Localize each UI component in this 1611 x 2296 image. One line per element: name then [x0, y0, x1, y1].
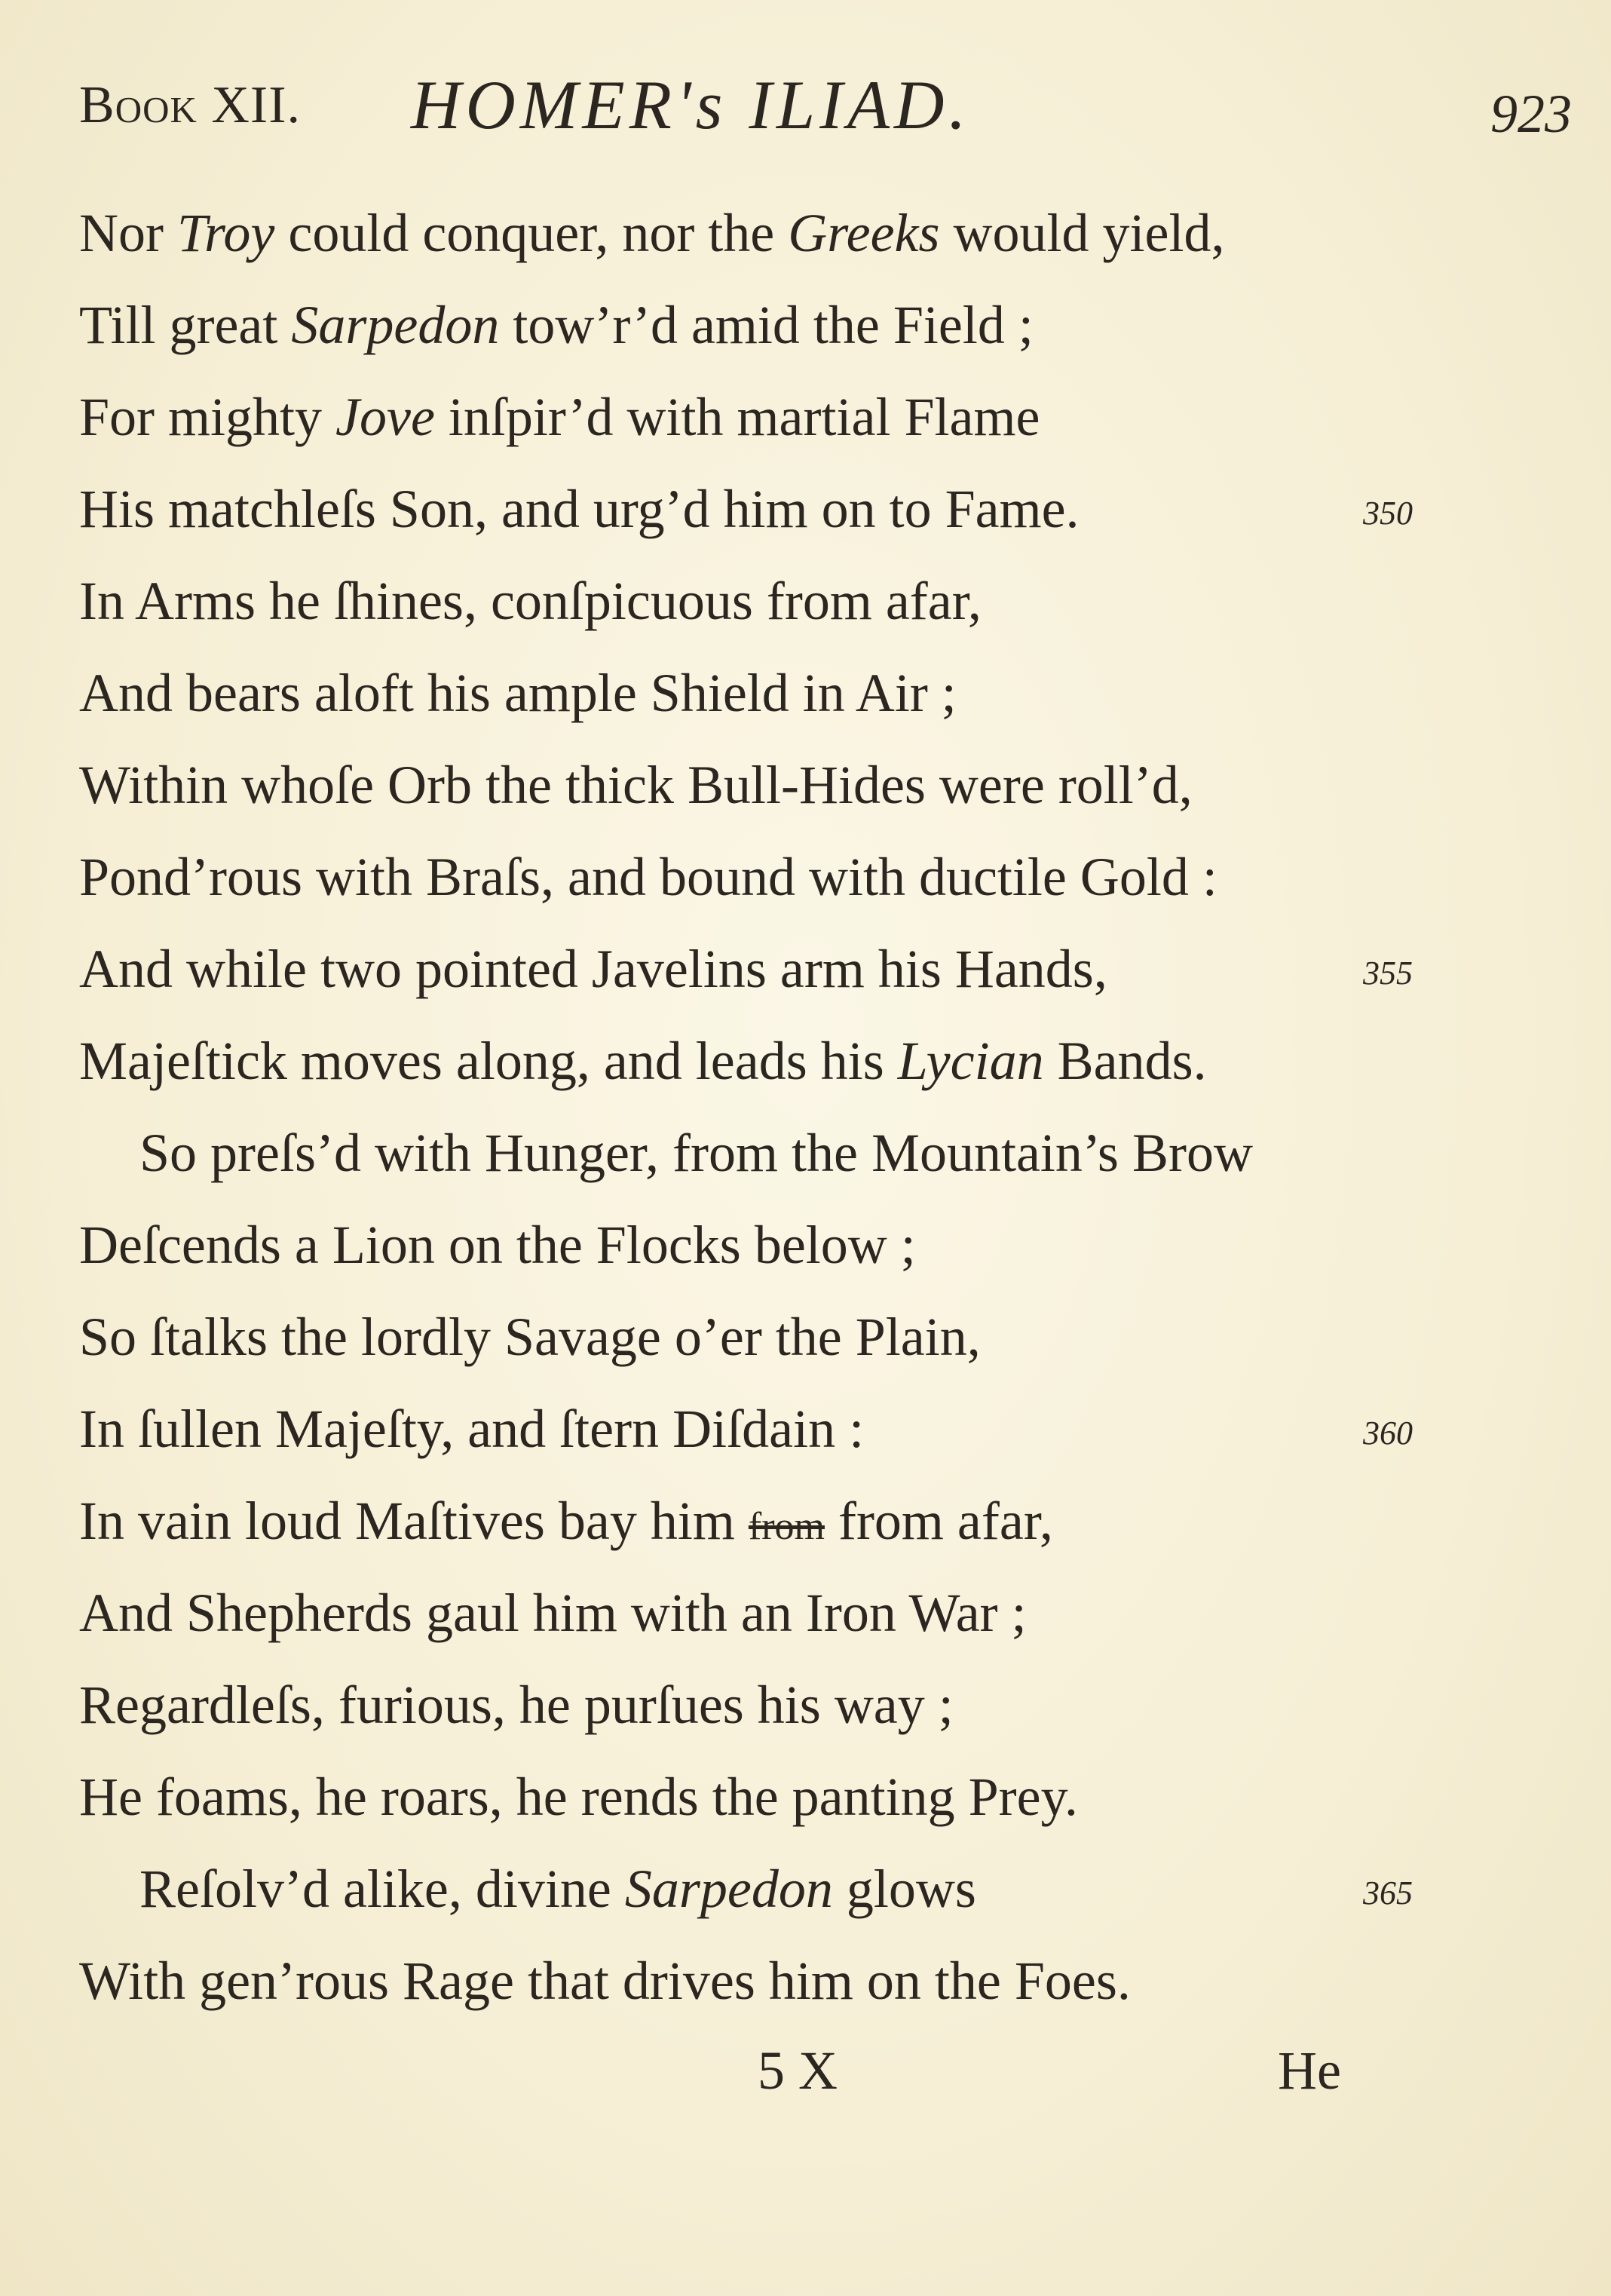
line-text: His matchleſs Son, and urg’d him on to Fame. [79, 479, 1080, 539]
line-text: Majeſtick moves along, and leads his [79, 1031, 898, 1091]
line-text: And Shepherds gaul him with an Iron War ; [79, 1583, 1027, 1643]
italic-name: Jove [335, 387, 435, 447]
signature-mark: 5 X [758, 2040, 838, 2101]
line-text: Pond’rous with Braſs, and bound with ductile Gold : [79, 847, 1217, 907]
italic-name: Lycian [897, 1031, 1044, 1091]
line-text: Within whoſe Orb the thick Bull-Hides were roll’d, [79, 755, 1193, 815]
verse-line [79, 1475, 1436, 1567]
line-text: In ſullen Majeſty, and ſtern Diſdain : [79, 1399, 865, 1459]
line-text: So ſtalks the lordly Savage o’er the Plain, [79, 1307, 981, 1367]
line-text: could conquer, nor the [274, 203, 789, 263]
italic-name: Troy [176, 203, 275, 263]
line-number: 360 [1363, 1415, 1413, 1451]
line-text: For mighty [79, 387, 336, 447]
line-text: In vain loud Maſtives bay him [79, 1491, 749, 1551]
line-text: In Arms he ſhines, conſpicuous from afar, [79, 571, 982, 631]
italic-name: Greeks [788, 203, 940, 263]
line-number: 365 [1363, 1875, 1413, 1911]
verse-line [79, 647, 1436, 739]
verse-line [79, 279, 1436, 371]
verse-line [79, 1935, 1436, 2027]
page-number: 923 [1490, 84, 1572, 144]
verse-line [79, 1843, 1436, 1935]
line-text: And bears aloft his ample Shield in Air ; [79, 663, 957, 723]
line-text: tow’r’d amid the Field ; [499, 295, 1034, 355]
verse-line [79, 1659, 1436, 1751]
verse-line [79, 1751, 1436, 1843]
struck-word: from [748, 1505, 825, 1548]
line-number: 355 [1363, 955, 1413, 992]
verse-line [79, 739, 1436, 831]
line-text: Nor [79, 203, 177, 263]
running-header [79, 65, 1572, 155]
verse-line [79, 1383, 1436, 1475]
line-text: And while two pointed Javelins arm his Hands, [79, 939, 1107, 999]
italic-name: Sarpedon [624, 1859, 833, 1919]
verse-block [79, 187, 1436, 2027]
verse-line [79, 1199, 1436, 1291]
verse-line [79, 1291, 1436, 1383]
italic-name: Sarpedon [291, 295, 500, 355]
line-number: 350 [1363, 495, 1413, 532]
line-text: With gen’rous Rage that drives him on the Foes. [79, 1951, 1131, 2011]
verse-line [79, 555, 1436, 647]
line-text: from afar, [824, 1491, 1053, 1551]
line-text: would yield, [939, 203, 1225, 263]
line-text: He foams, he roars, he rends the panting Prey. [79, 1767, 1078, 1827]
line-text: Bands. [1043, 1031, 1207, 1091]
page-footer [79, 2040, 1436, 2123]
running-title: HOMER's ILIAD. [411, 66, 971, 143]
verse-line [79, 923, 1436, 1015]
verse-line [79, 1015, 1436, 1107]
verse-line [79, 371, 1436, 463]
catchword: He [1278, 2040, 1341, 2101]
line-text: Regardleſs, furious, he purſues his way ; [79, 1675, 954, 1735]
line-text: inſpir’d with martial Flame [434, 387, 1040, 447]
book-label: Book XII. [79, 76, 302, 134]
line-text: Till great [79, 295, 292, 355]
line-text: So preſs’d with Hunger, from the Mountain’s Brow [139, 1123, 1253, 1183]
line-text: Deſcends a Lion on the Flocks below ; [79, 1215, 916, 1275]
verse-line [79, 463, 1436, 555]
verse-line [79, 1567, 1436, 1659]
verse-line [79, 1107, 1436, 1199]
line-text: Reſolv’d alike, divine [139, 1859, 625, 1919]
line-text: glows [832, 1859, 976, 1919]
verse-line [79, 187, 1436, 279]
verse-line [79, 831, 1436, 923]
